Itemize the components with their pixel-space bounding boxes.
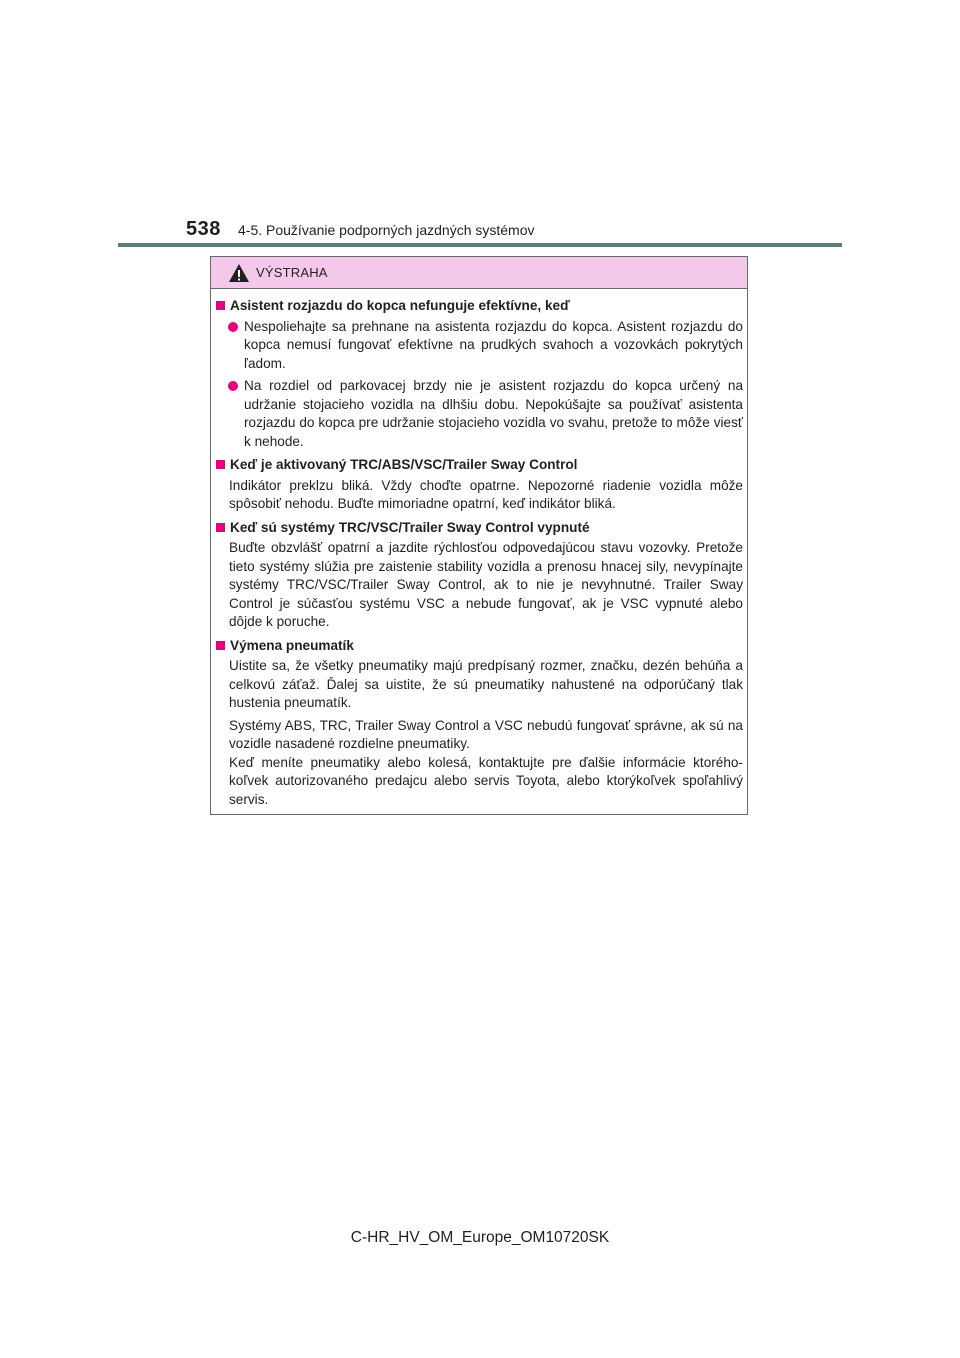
warning-header	[211, 257, 747, 289]
square-bullet-icon	[216, 301, 225, 310]
warning-triangle-icon	[228, 263, 250, 283]
paragraph: Systémy ABS, TRC, Trailer Sway Control a VSC nebudú fungovať správne, ak sú na vozidle nasadené rozdielne pneumatiky.	[229, 717, 743, 751]
square-bullet-icon	[216, 460, 225, 469]
paragraph: Indikátor preklzu bliká. Vždy choďte opatrne. Nepozorné riadenie vozidla môže spôsobiť nehodu. Buďte mimoriadne opatrní, keď indikátor bliká.	[229, 477, 743, 511]
warning-section	[216, 297, 743, 451]
circle-bullet-icon	[228, 381, 238, 391]
paragraph: Keď meníte pneumatiky alebo kolesá, kontaktujte pre ďalšie informácie ktoréhokoľvek autorizovaného predajcu alebo servis Toyota, alebo ktorýkoľvek spoľahlivý servis.	[229, 754, 743, 807]
section-heading: Keď sú systémy TRC/VSC/Trailer Sway Control vypnuté	[216, 519, 743, 538]
page-number: 538	[186, 218, 221, 240]
warning-section	[216, 637, 743, 810]
paragraph: Uistite sa, že všetky pneumatiky majú predpísaný rozmer, značku, dezén behúňa a celkovú záťaž. Ďalej sa uistite, že sú pneumatiky nahustené na odporúčaný tlak hustenia pneumatík.	[229, 658, 743, 710]
header-divider	[118, 243, 842, 247]
square-bullet-icon	[216, 523, 225, 532]
section-heading: Asistent rozjazdu do kopca nefunguje efektívne, keď	[216, 297, 743, 316]
list-item: Na rozdiel od parkovacej brzdy nie je asistent rozjazdu do kopca určený na udržanie stojacieho vozidla na dlhšiu dobu. Nepokúšajte sa používať asistenta rozjazdu do kopca pre udržanie stojacieho vozidla vo svahu, pretože to môže viesť k nehode.	[228, 377, 743, 451]
warning-content	[216, 297, 743, 814]
section-heading: Keď je aktivovaný TRC/ABS/VSC/Trailer Sway Control	[216, 456, 743, 475]
warning-label: VÝSTRAHA	[256, 265, 328, 280]
warning-section	[216, 456, 743, 514]
square-bullet-icon	[216, 641, 225, 650]
circle-bullet-icon	[228, 322, 238, 332]
list-item: Nespoliehajte sa prehnane na asistenta rozjazdu do kopca. Asistent rozjazdu do kopca nemusí fungovať efektívne na prudkých svahoch a vozovkách pokrytých ľadom.	[228, 318, 743, 374]
warning-section	[216, 519, 743, 632]
warning-box	[210, 256, 748, 815]
section-title: 4-5. Používanie podporných jazdných systémov	[238, 222, 535, 238]
section-heading: Výmena pneumatík	[216, 637, 743, 656]
paragraph: Buďte obzvlášť opatrní a jazdite rýchlosťou odpovedajúcou stavu vozovky. Pretože tieto systémy slúžia pre zaistenie stability vozidla a prenosu hnacej sily, nevypínajte systémy TRC/VSC/Trailer Sway Control, ak to nie je nevyhnutné. Trailer Sway Control je súčasťou systému VSC a nebude fungovať, ak je VSC vypnuté alebo dôjde k poruche.	[229, 540, 743, 629]
document-code: C-HR_HV_OM_Europe_OM10720SK	[350, 1229, 610, 1246]
